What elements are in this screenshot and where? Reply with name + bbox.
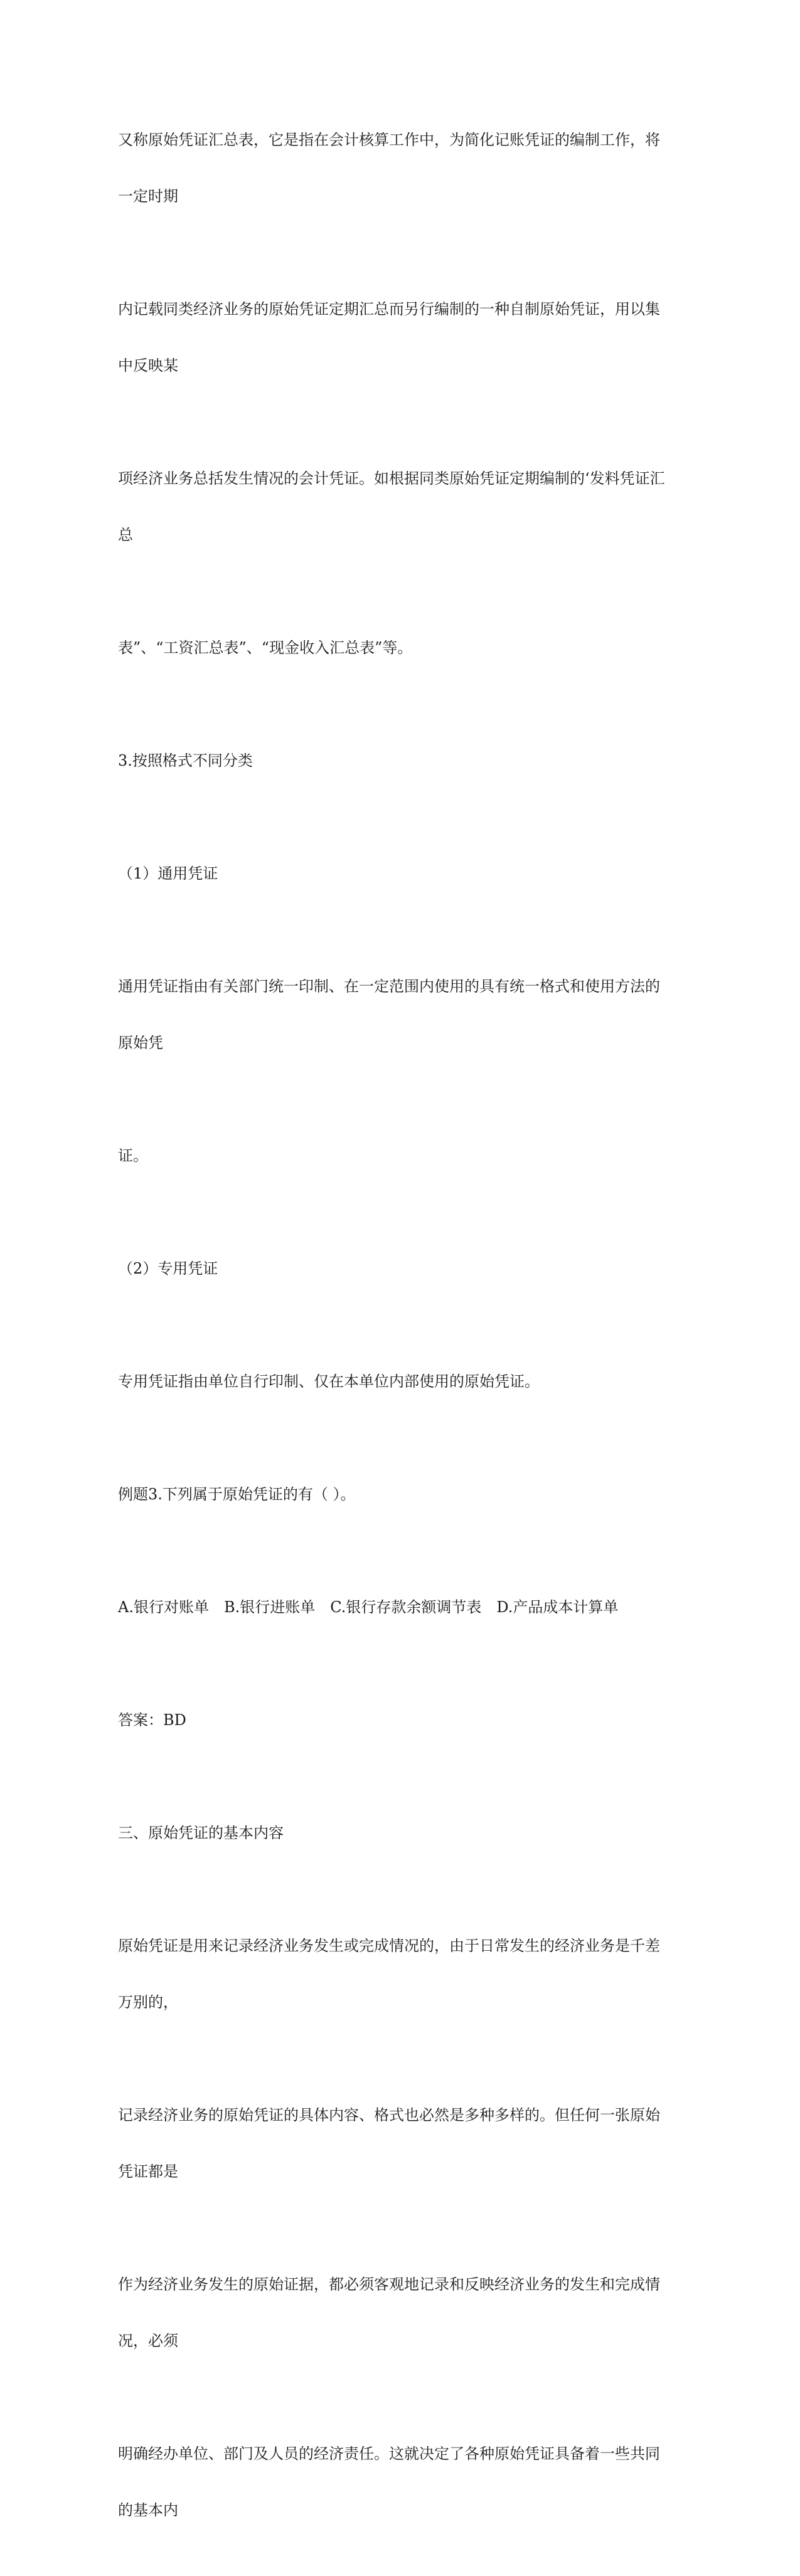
- heading-text: （1）通用凭证: [118, 865, 218, 882]
- paragraph-line: 中反映某: [118, 357, 178, 374]
- paragraph-line: 原始凭证是用来记录经济业务发生或完成情况的，由于日常发生的经济业务是千差: [118, 1937, 660, 1955]
- heading-text: （2）专用凭证: [118, 1260, 218, 1277]
- paragraph-2: [118, 262, 683, 413]
- paragraph-line: 专用凭证指由单位自行印制、仅在本单位内部使用的原始凭证。: [118, 1373, 540, 1390]
- answer-text: 答案：BD: [118, 1711, 186, 1729]
- paragraph-5: [118, 1899, 683, 2049]
- paragraph-8: [118, 2407, 683, 2557]
- paragraph-line: 作为经济业务发生的原始证据，都必须客观地记录和反映经济业务的发生和完成情: [118, 2276, 660, 2293]
- document-body: [118, 93, 683, 2576]
- paragraph-line: 明确经办单位、部门及人员的经济责任。这就决定了各种原始凭证具备着一些共同: [118, 2445, 660, 2463]
- question-text: 例题3.下列属于原始凭证的有（ ）。: [118, 1486, 356, 1503]
- example-question: [118, 1447, 683, 1541]
- paragraph-line: 内记载同类经济业务的原始凭证定期汇总而另行编制的一种自制原始凭证，用以集: [118, 300, 660, 318]
- example-options: [118, 1560, 683, 1654]
- paragraph-line: 又称原始凭证汇总表，它是指在会计核算工作中，为简化记账凭证的编制工作，将: [118, 131, 660, 149]
- paragraph-line: 万别的，: [118, 1993, 178, 2011]
- heading-text: 3.按照格式不同分类: [118, 752, 253, 769]
- paragraph-line: 总: [118, 526, 133, 544]
- paragraph-line: 证。: [118, 1147, 148, 1164]
- paragraph-general-voucher-definition: [118, 939, 683, 1090]
- paragraph-line: 项经济业务总括发生情况的会计凭证。如根据同类原始凭证定期编制的‘发料凭证汇: [118, 470, 665, 487]
- example-answer: [118, 1673, 683, 1767]
- paragraph-3: [118, 431, 683, 582]
- paragraph-line: 记录经济业务的原始凭证的具体内容、格式也必然是多种多样的。但任何一张原始: [118, 2106, 660, 2124]
- paragraph-1: [118, 93, 683, 243]
- paragraph-line: 表”、“工资汇总表”、“现金收入汇总表”等。: [118, 639, 413, 657]
- paragraph-line: 通用凭证指由有关部门统一印制、在一定范围内使用的具有统一格式和使用方法的: [118, 978, 660, 995]
- subheading-special-voucher: [118, 1222, 683, 1316]
- paragraph-line: 况，必须: [118, 2332, 178, 2350]
- paragraph-7: [118, 2237, 683, 2388]
- paragraph-special-voucher-definition: [118, 1334, 683, 1428]
- options-text: A.银行对账单 B.银行进账单 C.银行存款余额调节表 D.产品成本计算单: [118, 1598, 619, 1616]
- section-heading-format-classification: [118, 714, 683, 808]
- paragraph-line: 一定时期: [118, 187, 178, 205]
- heading-text: 三、原始凭证的基本内容: [118, 1824, 284, 1842]
- paragraph-line: 的基本内: [118, 2501, 178, 2519]
- paragraph-line: 原始凭: [118, 1034, 163, 1052]
- subheading-general-voucher: [118, 826, 683, 921]
- paragraph-6: [118, 2068, 683, 2219]
- paragraph-line: 凭证都是: [118, 2163, 178, 2180]
- paragraph-continuation: [118, 1109, 683, 1203]
- paragraph-4: [118, 601, 683, 695]
- section-heading-basic-content: [118, 1786, 683, 1880]
